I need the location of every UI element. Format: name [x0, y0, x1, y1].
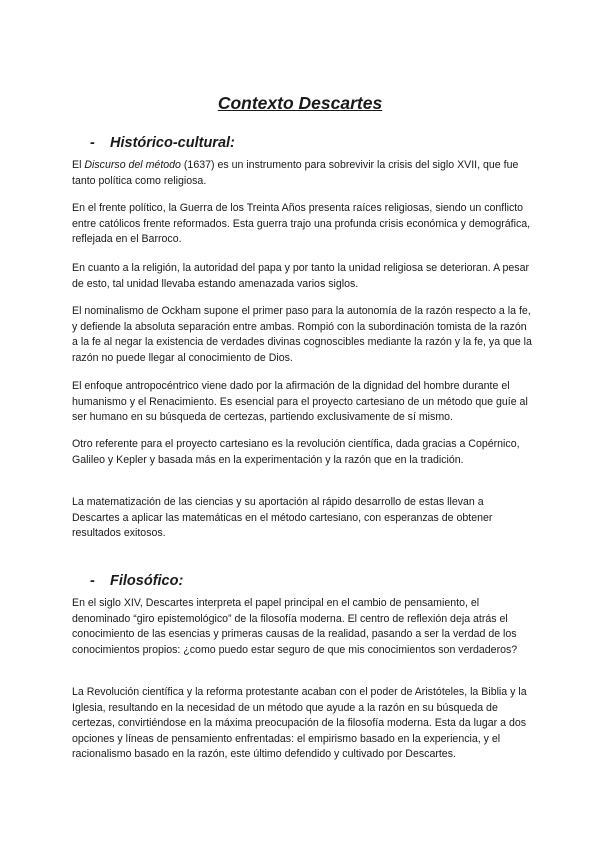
paragraph: En cuanto a la religión, la autoridad del papa y por tanto la unidad religiosa se deterioran. A pesar de esto, tal unidad llevaba estando amenazada varios siglos.: [72, 262, 530, 290]
paragraph: La Revolución científica y la reforma protestante acaban con el poder de Aristóteles, la Biblia y la Iglesia, resultando en la necesidad de un método que ayude a la razón en su búsqueda de certezas, convirtiéndose en la máxima preocupación de la filosofía moderna. Esta da lugar a dos opciones y líneas de pensamiento enfrentadas: el empirismo basado en la experiencia, y el racionalismo basado en la razón, este último defendido y cultivado por Descartes.: [72, 686, 527, 761]
paragraph: Otro referente para el proyecto cartesiano es la revolución científica, dada gracias a Copérnico, Galileo y Kepler y basada más en la experimentación y la razón que en la tradición.: [72, 438, 520, 466]
paragraph: La matematización de las ciencias y su aportación al rápido desarrollo de estas llevan a Descartes a aplicar las matemáticas en el método cartesiano, con esperanzas de obtener resultados exitosos.: [72, 496, 493, 540]
paragraph-text: El: [72, 159, 85, 171]
section-heading-text: Histórico-cultural:: [110, 135, 235, 151]
paragraph: [72, 158, 534, 189]
document-title: Contexto Descartes: [217, 93, 383, 113]
paragraph: En el siglo XIV, Descartes interpreta el papel principal en el cambio de pensamiento, el denominado “giro epistemológico” de la filosofía moderna. El centro de reflexión deja atrás el conocimiento de las esencias y primeras causas de la realidad, pasando a ser la verdad de los conocimientos propios: ¿como puedo estar seguro de que mis conocimientos son verdaderos?: [72, 597, 518, 656]
paragraph-text: (1637) es un instrumento para sobrevivir la crisis del siglo XVII, que fue tanto política como religiosa.: [72, 159, 519, 187]
paragraph: En el frente político, la Guerra de los Treinta Años presenta raíces religiosas, siendo un conflicto entre católicos frente reformados. Esta guerra trajo una profunda crisis económica y demográfica, reflejada en el Barroco.: [72, 202, 531, 246]
section-heading-text: Filosófico:: [110, 573, 184, 589]
paragraph: El nominalismo de Ockham supone el primer paso para la autonomía de la razón respecto a la fe, y defiende la absoluta separación entre ambas. Rompió con la subordinación tomista de la razón a la fe al negar la existencia de verdades divinas cognoscibles mediante la razón y la fe, ya que la razón no puede llegar al conocimiento de Dios.: [72, 305, 532, 364]
section-bullet: -: [90, 135, 95, 151]
section-bullet: -: [90, 573, 95, 589]
paragraph: El enfoque antropocéntrico viene dado por la afirmación de la dignidad del hombre durante el humanismo y el Renacimiento. Es esencial para el proyecto cartesiano de un método que guíe al ser humano en su búsqueda de certezas, partiendo exclusivamente de sí mismo.: [72, 380, 528, 424]
book-title: Discurso del método: [84, 159, 181, 171]
section-heading-historico-cultural: [90, 134, 235, 152]
section-heading-filosofico: [90, 572, 183, 590]
